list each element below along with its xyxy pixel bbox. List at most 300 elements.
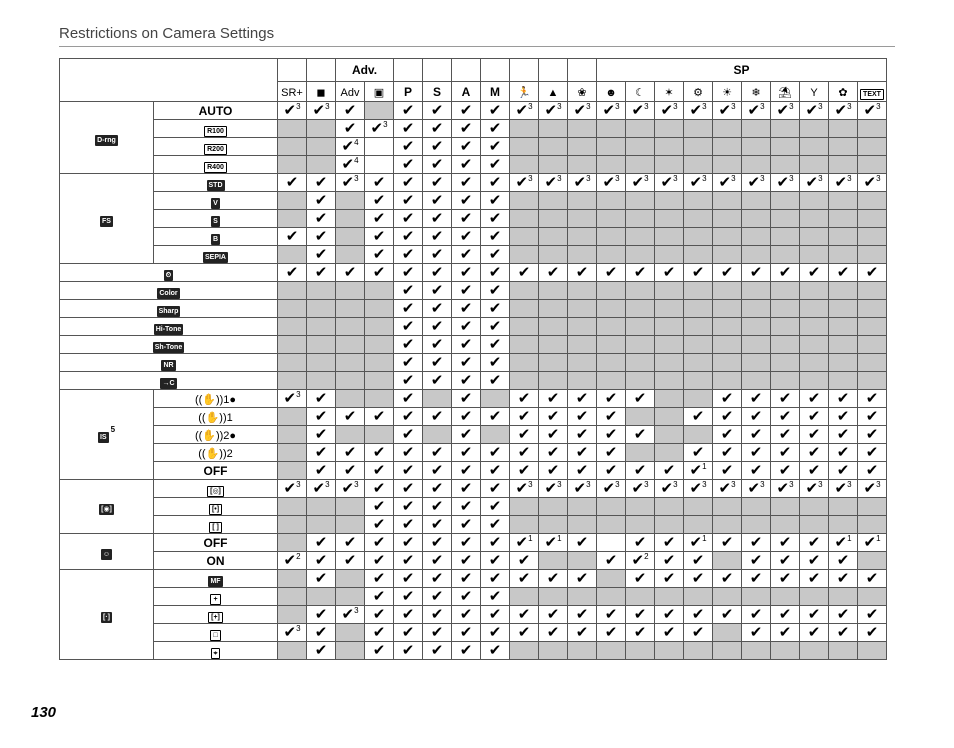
check-mark: ✔ [865, 443, 879, 461]
check-mark: ✔ [401, 605, 415, 623]
option-row-cell [423, 462, 452, 480]
check-mark: ✔$^3$ [283, 389, 301, 407]
setting-label [60, 318, 278, 336]
option-row-cell [626, 228, 655, 246]
setting-row-cell [365, 264, 394, 282]
option-row-cell [481, 624, 510, 642]
option-row-cell [394, 228, 423, 246]
footnote-mark: 3 [557, 173, 562, 183]
check-mark: ✔ [604, 389, 618, 407]
option-row-cell [278, 102, 307, 120]
option-row [60, 102, 887, 120]
option-row-cell [452, 426, 481, 444]
option-row-cell [655, 120, 684, 138]
check-mark: ✔$^3$ [515, 479, 533, 497]
check-mark: ✔ [401, 587, 415, 605]
setting-row-cell [481, 300, 510, 318]
option-row-cell [771, 624, 800, 642]
option-row [60, 408, 887, 426]
check-mark: ✔ [778, 623, 792, 641]
option-row-cell [742, 408, 771, 426]
option-row-cell [684, 120, 713, 138]
setting-row-cell [452, 300, 481, 318]
option-row-cell [597, 192, 626, 210]
setting-row-cell [365, 372, 394, 390]
check-mark: ✔ [517, 407, 531, 425]
option-row-cell [539, 426, 568, 444]
setting-row-cell [394, 300, 423, 318]
option-row-cell [307, 606, 336, 624]
option-row-cell [278, 498, 307, 516]
check-mark: ✔ [604, 605, 618, 623]
setting-row-cell [858, 372, 887, 390]
setting-row-cell [394, 264, 423, 282]
option-row-cell [858, 138, 887, 156]
option-row-cell [829, 192, 858, 210]
option-row-cell [307, 228, 336, 246]
option-row-cell [684, 516, 713, 534]
option-row-cell [365, 642, 394, 660]
option-row-cell [510, 120, 539, 138]
check-mark: ✔ [836, 443, 850, 461]
option-row-cell [307, 462, 336, 480]
setting-row-cell [307, 318, 336, 336]
check-mark: ✔$^3$ [312, 479, 330, 497]
setting-row-cell [394, 372, 423, 390]
option-row-cell [423, 210, 452, 228]
option-row-cell [742, 156, 771, 174]
option-row-cell [829, 102, 858, 120]
option-row-cell [858, 102, 887, 120]
check-mark: ✔$^1$ [515, 533, 533, 551]
option-row-cell [481, 390, 510, 408]
option-row-cell [742, 120, 771, 138]
option-row-cell [713, 462, 742, 480]
check-mark: ✔ [488, 569, 502, 587]
check-mark: ✔ [749, 263, 763, 281]
option-row-cell [481, 570, 510, 588]
option-row-cell [394, 102, 423, 120]
option-row-cell [655, 228, 684, 246]
option-row-cell [394, 174, 423, 192]
option-row-cell [742, 606, 771, 624]
option-row-cell [800, 426, 829, 444]
option-row-cell [684, 462, 713, 480]
adv-motion-panorama-icon: Adv [340, 86, 360, 99]
option-row-cell [481, 210, 510, 228]
mode-col-sp2 [539, 82, 568, 102]
setting-row-cell [800, 300, 829, 318]
option-row-cell [423, 156, 452, 174]
check-mark: ✔ [720, 569, 734, 587]
setting-row-cell [742, 282, 771, 300]
adv-multiple-exposure-icon: ▣ [373, 86, 385, 99]
check-mark: ✔ [807, 605, 821, 623]
option-row-cell [858, 120, 887, 138]
option-row-cell [568, 516, 597, 534]
setting-label [60, 264, 278, 282]
check-mark: ✔ [488, 245, 502, 263]
setting-row-cell [655, 336, 684, 354]
check-mark: ✔ [459, 623, 473, 641]
option-row-cell [858, 534, 887, 552]
option-row-cell [713, 120, 742, 138]
option-row-cell [771, 606, 800, 624]
check-mark: ✔ [546, 425, 560, 443]
check-mark: ✔ [517, 443, 531, 461]
check-mark: ✔ [401, 281, 415, 299]
option-row-cell [423, 426, 452, 444]
footnote-mark: 4 [354, 137, 359, 147]
option-row-cell [423, 444, 452, 462]
option-row-cell [713, 588, 742, 606]
check-mark: ✔ [314, 407, 328, 425]
option-row-cell [626, 408, 655, 426]
setting-row-cell [336, 264, 365, 282]
option-row-cell [539, 174, 568, 192]
option-icon: [ ] [209, 522, 222, 533]
setting-row-cell [278, 264, 307, 282]
setting-row-cell [597, 282, 626, 300]
option-row-cell [684, 390, 713, 408]
check-mark: ✔ [488, 641, 502, 659]
option-row-cell [452, 228, 481, 246]
footnote-mark: 3 [325, 479, 330, 489]
option-row-cell [597, 462, 626, 480]
option-row-cell [510, 174, 539, 192]
check-mark: ✔ [430, 281, 444, 299]
option-row-cell [626, 210, 655, 228]
check-mark: ✔ [488, 443, 502, 461]
check-mark: ✔ [807, 569, 821, 587]
check-mark: ✔ [372, 227, 386, 245]
check-mark: ✔ [314, 245, 328, 263]
check-mark: ✔$^3$ [341, 173, 359, 191]
setting-row-cell [684, 318, 713, 336]
option-row-cell [771, 210, 800, 228]
dynamic-range-icon: D-rng [97, 136, 116, 144]
option-row-cell [539, 516, 568, 534]
setting-row-cell [278, 354, 307, 372]
check-mark: ✔ [778, 605, 792, 623]
check-mark: ✔ [720, 533, 734, 551]
check-mark: ✔$^3$ [718, 173, 736, 191]
check-mark: ✔ [401, 461, 415, 479]
footnote-mark: 3 [847, 479, 852, 489]
option-row-cell [626, 462, 655, 480]
option-row-cell [597, 228, 626, 246]
mode-header-auto [307, 59, 336, 82]
option-row-cell [394, 444, 423, 462]
setting-row-cell [481, 318, 510, 336]
footnote-mark: 3 [673, 479, 678, 489]
check-mark: ✔ [401, 227, 415, 245]
face-detection-icon: ☺ [102, 550, 111, 558]
option-row [60, 120, 887, 138]
option-row-cell [452, 246, 481, 264]
check-mark: ✔ [662, 533, 676, 551]
group-label [60, 534, 154, 570]
check-mark: ✔ [314, 551, 328, 569]
check-mark: ✔ [459, 479, 473, 497]
check-mark: ✔ [372, 191, 386, 209]
setting-row-cell [655, 354, 684, 372]
check-mark: ✔ [372, 515, 386, 533]
image-stabilization-icon: IS [99, 433, 107, 441]
check-mark: ✔$^3$ [660, 479, 678, 497]
option-row-cell [481, 516, 510, 534]
option-row-cell [626, 156, 655, 174]
option-row-cell [568, 588, 597, 606]
option-row-cell [510, 480, 539, 498]
footnote-mark: 3 [528, 173, 533, 183]
option-row-cell [539, 462, 568, 480]
option-row-cell [771, 120, 800, 138]
option-row-cell [800, 480, 829, 498]
option-row-cell [597, 642, 626, 660]
mode-m: M [490, 84, 500, 99]
option-label [154, 552, 278, 570]
mode-header-top-m [481, 59, 510, 82]
option-row-cell [568, 138, 597, 156]
check-mark: ✔ [749, 461, 763, 479]
setting-row-cell [452, 372, 481, 390]
option-label [154, 444, 278, 462]
check-mark: ✔$^3$ [573, 101, 591, 119]
option-row-cell [539, 120, 568, 138]
option-row-cell [510, 192, 539, 210]
option-row-cell [510, 552, 539, 570]
check-mark: ✔ [430, 335, 444, 353]
setting-row-cell [539, 282, 568, 300]
check-mark: ✔$^3$ [689, 479, 707, 497]
option-row-cell [394, 552, 423, 570]
option-row-cell [829, 228, 858, 246]
option-row-cell [539, 642, 568, 660]
option-row-cell [423, 588, 452, 606]
option-row-cell [858, 444, 887, 462]
sr-auto-icon: SR+ [281, 86, 303, 99]
check-mark: ✔$^3$ [341, 605, 359, 623]
option-row-cell [423, 120, 452, 138]
check-mark: ✔ [749, 407, 763, 425]
option-row-cell [481, 426, 510, 444]
check-mark: ✔ [314, 425, 328, 443]
setting-row-cell [597, 300, 626, 318]
option-row-cell [568, 570, 597, 588]
check-mark: ✔ [633, 263, 647, 281]
footnote-mark: 3 [528, 479, 533, 489]
option-row-cell [858, 210, 887, 228]
option-row-cell [771, 246, 800, 264]
check-mark: ✔ [401, 191, 415, 209]
option-row-cell [771, 642, 800, 660]
check-mark: ✔ [343, 443, 357, 461]
setting-row-cell [858, 354, 887, 372]
check-mark: ✔ [749, 551, 763, 569]
check-mark: ✔ [488, 533, 502, 551]
check-mark: ✔ [401, 407, 415, 425]
photometry-icon: [◉] [101, 505, 112, 513]
check-mark: ✔ [459, 497, 473, 515]
check-mark: ✔ [778, 461, 792, 479]
check-mark: ✔ [778, 425, 792, 443]
option-row-cell [510, 138, 539, 156]
option-icon: ((✋))2 [198, 447, 233, 460]
check-mark: ✔ [459, 605, 473, 623]
option-row-cell [336, 498, 365, 516]
option-row-cell [278, 516, 307, 534]
footnote-mark: 3 [528, 101, 533, 111]
option-row-cell [597, 156, 626, 174]
option-row-cell [307, 480, 336, 498]
footnote-mark: 3 [789, 173, 794, 183]
check-mark: ✔ [807, 623, 821, 641]
check-mark: ✔ [778, 533, 792, 551]
option-row-cell [568, 156, 597, 174]
night-tripod-icon: ✶ [664, 86, 674, 99]
option-row-cell [597, 174, 626, 192]
footnote-mark: 3 [876, 479, 881, 489]
check-mark: ✔$^3$ [544, 479, 562, 497]
setting-row-cell [713, 318, 742, 336]
setting-row-cell [771, 318, 800, 336]
option-text: OFF [203, 535, 228, 550]
check-mark: ✔ [662, 461, 676, 479]
setting-row-cell [365, 318, 394, 336]
setting-row-cell [771, 282, 800, 300]
footnote-mark: 3 [731, 173, 736, 183]
option-row-cell [829, 390, 858, 408]
check-mark: ✔$^3$ [312, 101, 330, 119]
option-label [154, 210, 278, 228]
check-mark: ✔ [372, 533, 386, 551]
check-mark: ✔ [430, 119, 444, 137]
check-mark: ✔ [662, 605, 676, 623]
check-mark: ✔ [401, 245, 415, 263]
option-row-cell [771, 516, 800, 534]
option-row-cell [742, 192, 771, 210]
option-row-cell [713, 624, 742, 642]
check-mark: ✔$^3$ [776, 479, 794, 497]
option-row-cell [423, 534, 452, 552]
setting-row-cell [510, 282, 539, 300]
option-row-cell [742, 462, 771, 480]
check-mark: ✔ [314, 227, 328, 245]
group-label [60, 174, 154, 264]
option-row-cell [655, 552, 684, 570]
check-mark: ✔ [430, 497, 444, 515]
option-row-cell [742, 138, 771, 156]
option-label [154, 228, 278, 246]
check-mark: ✔ [488, 137, 502, 155]
option-row-cell [539, 624, 568, 642]
option-row-cell [829, 462, 858, 480]
check-mark: ✔ [691, 443, 705, 461]
option-row-cell [655, 246, 684, 264]
setting-row-cell [336, 372, 365, 390]
setting-row-cell [307, 300, 336, 318]
check-mark: ✔ [836, 389, 850, 407]
option-row-cell [278, 174, 307, 192]
check-mark: ✔ [517, 425, 531, 443]
check-mark: ✔ [662, 623, 676, 641]
setting-row-cell [278, 336, 307, 354]
header-rule [59, 46, 895, 47]
option-row-cell [394, 498, 423, 516]
check-mark: ✔ [401, 209, 415, 227]
option-row-cell [365, 480, 394, 498]
option-row-cell [452, 390, 481, 408]
setting-row-cell [626, 282, 655, 300]
option-row-cell [713, 192, 742, 210]
check-mark: ✔ [430, 605, 444, 623]
check-mark: ✔ [575, 461, 589, 479]
check-mark: ✔ [430, 263, 444, 281]
check-mark: ✔ [865, 461, 879, 479]
option-row-cell [713, 552, 742, 570]
footnote-mark: 3 [296, 101, 301, 111]
portrait-icon: ❀ [577, 86, 587, 99]
option-row-cell [336, 588, 365, 606]
option-row [60, 588, 887, 606]
check-mark: ✔ [575, 623, 589, 641]
check-mark: ✔ [401, 299, 415, 317]
option-row-cell [597, 102, 626, 120]
setting-row-cell [568, 282, 597, 300]
option-row-cell [394, 390, 423, 408]
option-row-cell [655, 444, 684, 462]
check-mark: ✔ [778, 389, 792, 407]
option-row-cell [481, 444, 510, 462]
check-mark: ✔ [459, 353, 473, 371]
check-mark: ✔$^2$ [631, 551, 649, 569]
check-mark: ✔ [459, 515, 473, 533]
check-mark: ✔$^3$ [747, 173, 765, 191]
setting-row-cell [568, 372, 597, 390]
option-icon: ⌖ [211, 648, 221, 659]
option-row-cell [742, 174, 771, 192]
setting-row-cell [626, 336, 655, 354]
option-row-cell [423, 174, 452, 192]
setting-row-cell [829, 300, 858, 318]
check-mark: ✔ [488, 155, 502, 173]
check-mark: ✔$^3$ [602, 101, 620, 119]
setting-row-cell [481, 372, 510, 390]
check-mark: ✔$^3$ [544, 101, 562, 119]
option-label [154, 408, 278, 426]
check-mark: ✔ [865, 569, 879, 587]
check-mark: ✔$^1$ [689, 461, 707, 479]
option-row-cell [452, 462, 481, 480]
check-mark: ✔ [517, 569, 531, 587]
check-mark: ✔ [488, 407, 502, 425]
option-row-cell [742, 498, 771, 516]
option-icon: MF [210, 577, 221, 585]
option-row-cell [423, 228, 452, 246]
check-mark: ✔ [488, 173, 502, 191]
option-row-cell [626, 570, 655, 588]
option-row-cell [713, 156, 742, 174]
check-mark: ✔ [401, 551, 415, 569]
option-label [154, 570, 278, 588]
option-row-cell [597, 498, 626, 516]
check-mark: ✔ [343, 101, 357, 119]
check-mark: ✔ [488, 281, 502, 299]
check-mark: ✔ [401, 515, 415, 533]
option-row-cell [684, 588, 713, 606]
check-mark: ✔ [662, 569, 676, 587]
